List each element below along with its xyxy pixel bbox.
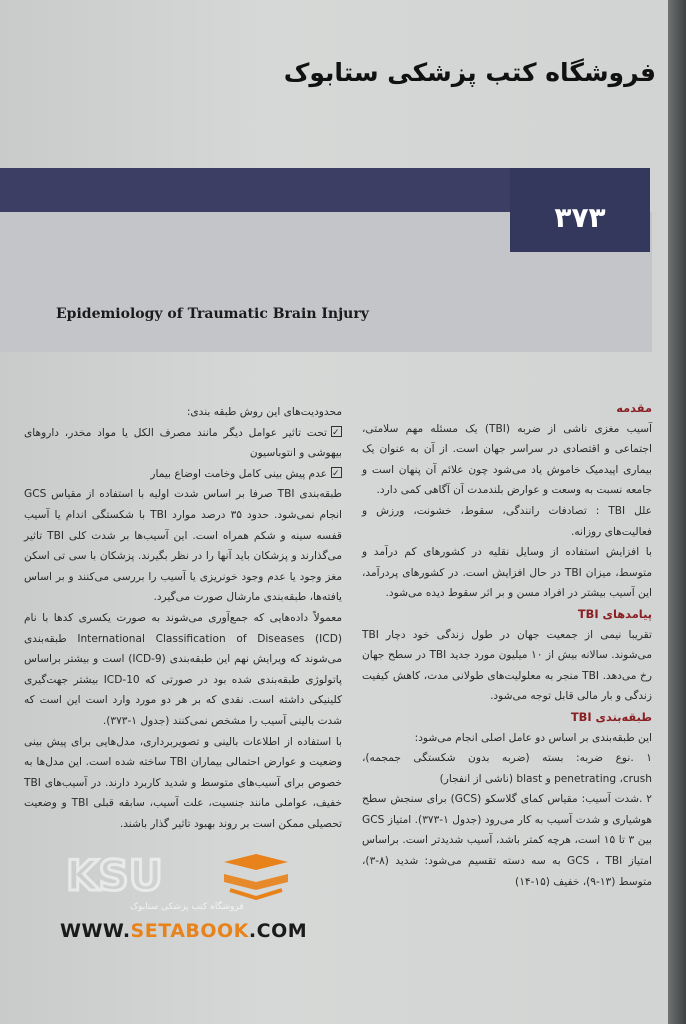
checkbox-icon (331, 467, 342, 478)
outcomes-paragraph: تقریبا نیمی از جمعیت جهان در طول زندگی خود دچار TBI می‌شوند. سالانه بیش از ۱۰ میلیون مورد جدید TBI در سطح جهان رخ می‌دهد. TBI منجر به معلولیت‌های طولانی مدت، کاهش کیفیت زندگی و بار مالی قابل توجه می‌شود. (362, 628, 653, 703)
intro-paragraph-3: با افزایش استفاده از وسایل نقلیه در کشورهای کم درآمد و متوسط، میزان TBI در حال افزایش است. در کشورهای پردرآمد، این آسیب بیشتر در افراد مسن و بر اثر سقوط دیده می‌شود. (362, 546, 652, 600)
setabook-logo-icon (66, 850, 226, 902)
shop-title: فروشگاه کتب پزشکی ستابوک (283, 58, 656, 87)
english-chapter-title: Epidemiology of Traumatic Brain Injury (56, 306, 369, 322)
classification-paragraph-1: این طبقه‌بندی بر اساس دو عامل اصلی انجام می‌شود: (414, 731, 652, 744)
right-text-column (362, 398, 652, 892)
url-accent: SETABOOK (130, 920, 249, 942)
left-text-column (24, 402, 342, 834)
watermark-caption: فروشگاه کتب پزشکی ستابوک (130, 902, 244, 912)
limit-item-1 (24, 423, 342, 464)
left-paragraph-2: معمولاً داده‌هایی که جمع‌آوری می‌شوند به صورت یکسری کدها با نام International Classification of Diseases (ICD) طبقه‌بندی می‌شوند که ویرایش نهم این طبقه‌بندی (ICD-9) است و بیشتر براساس پاتولوژی طبقه‌بندی شده بود در صورتی که ICD-10 بیشتر جهت‌گیری کلینیکی داشته است. نقدی که بر هر دو مورد وارد است این است که شدت بالینی آسیب را مشخص نمی‌کنند (جدول ۱-۳۷۳). (24, 611, 342, 727)
heading-introduction: مقدمه (616, 401, 652, 415)
left-paragraph-3: با استفاده از اطلاعات بالینی و تصویربرداری، مدل‌هایی برای پیش بینی وضعیت و عوارض احتمالی بیماران TBI ساخته شده است. این مدل‌ها به خصوص برای آسیب‌های متوسط و شدید کاربرد دارند. در آسیب‌های TBI خفیف، عواملی مانند جنسیت، علت آسیب، سابقه قبلی TBI و وضعیت تحصیلی ممکن است بر روند بهبود تاثیر گذار باشند. (24, 735, 342, 830)
classification-item-2: ۲ .شدت آسیب: مقیاس کمای گلاسکو (GCS) برای سنجش سطح هوشیاری و شدت آسیب به کار می‌رود (جدول ۱-۳۷۳). امتیاز GCS بین ۳ تا ۱۵ است، هرچه کمتر باشد، آسیب شدیدتر است. براساس امتیاز GCS ، TBI به سه دسته تقسیم می‌شود: شدید (۸-۳)، متوسط (۱۳-۹)، خفیف (۱۵-۱۴) (362, 793, 652, 888)
watermark-url (60, 920, 307, 942)
page-binding-shadow (668, 0, 686, 1024)
checkbox-icon (331, 426, 342, 437)
url-suffix: .COM (248, 920, 308, 942)
limit-item-2-text: عدم پیش بینی کامل وخامت اوضاع بیمار (150, 467, 327, 480)
chapter-number: ۳۷۳ (554, 200, 606, 234)
limit-item-2 (24, 464, 342, 485)
setabook-watermark (60, 850, 310, 940)
left-paragraph-1: طبقه‌بندی TBI صرفا بر اساس شدت اولیه با استفاده از مقیاس GCS انجام نمی‌شود. حدود ۳۵ درصد موارد TBI با شکستگی اندام یا آسیب قفسه سینه و شکم همراه است. این آسیب‌ها بر شدت کلی TBI تاثیر می‌گذارند و پزشکان باید آنها را در نظر بگیرند. پزشکان با سی تی اسکن مغز وجود یا عدم وجود خونریزی یا آسیب را بررسی می‌کنند و بر اساس یافته‌ها، طبقه‌بندی مارشال صورت می‌گیرد. (24, 488, 342, 604)
limits-heading: محدودیت‌های این روش طبقه بندی: (186, 406, 342, 418)
url-prefix: WWW. (60, 920, 131, 942)
limit-item-1-text: تحت تاثیر عوامل دیگر مانند مصرف الکل یا مواد مخدر، داروهای بیهوشی و انتوباسیون (24, 426, 342, 460)
heading-outcomes: پیامدهای TBI (577, 606, 652, 621)
chapter-band (0, 168, 510, 212)
heading-classification: طبقه‌بندی TBI (570, 709, 652, 724)
chapter-number-box (510, 168, 650, 252)
svg-text:KSU: KSU (66, 851, 163, 900)
book-stack-icon (220, 852, 292, 902)
classification-item-1: ۱ .نوع ضربه: بسته (ضربه بدون شکستگی جمجمه)، penetrating ،crush و blast (ناشی از انفجار) (362, 752, 652, 785)
intro-paragraph-2: علل TBI : تصادفات رانندگی، سقوط، خشونت، ورزش و فعالیت‌های روزانه. (362, 504, 653, 538)
intro-paragraph-1: آسیب مغزی ناشی از ضربه (TBI) یک مسئله مهم سلامتی، اجتماعی و اقتصادی در سراسر جهان است. از آن به عنوان یک بیماری اپیدمیک خاموش یاد می‌شود چون علائم آن پنهان است و جامعه نسبت به وسعت و عوارض بلندمدت آن آگاهی کمی دارد. (362, 422, 652, 497)
